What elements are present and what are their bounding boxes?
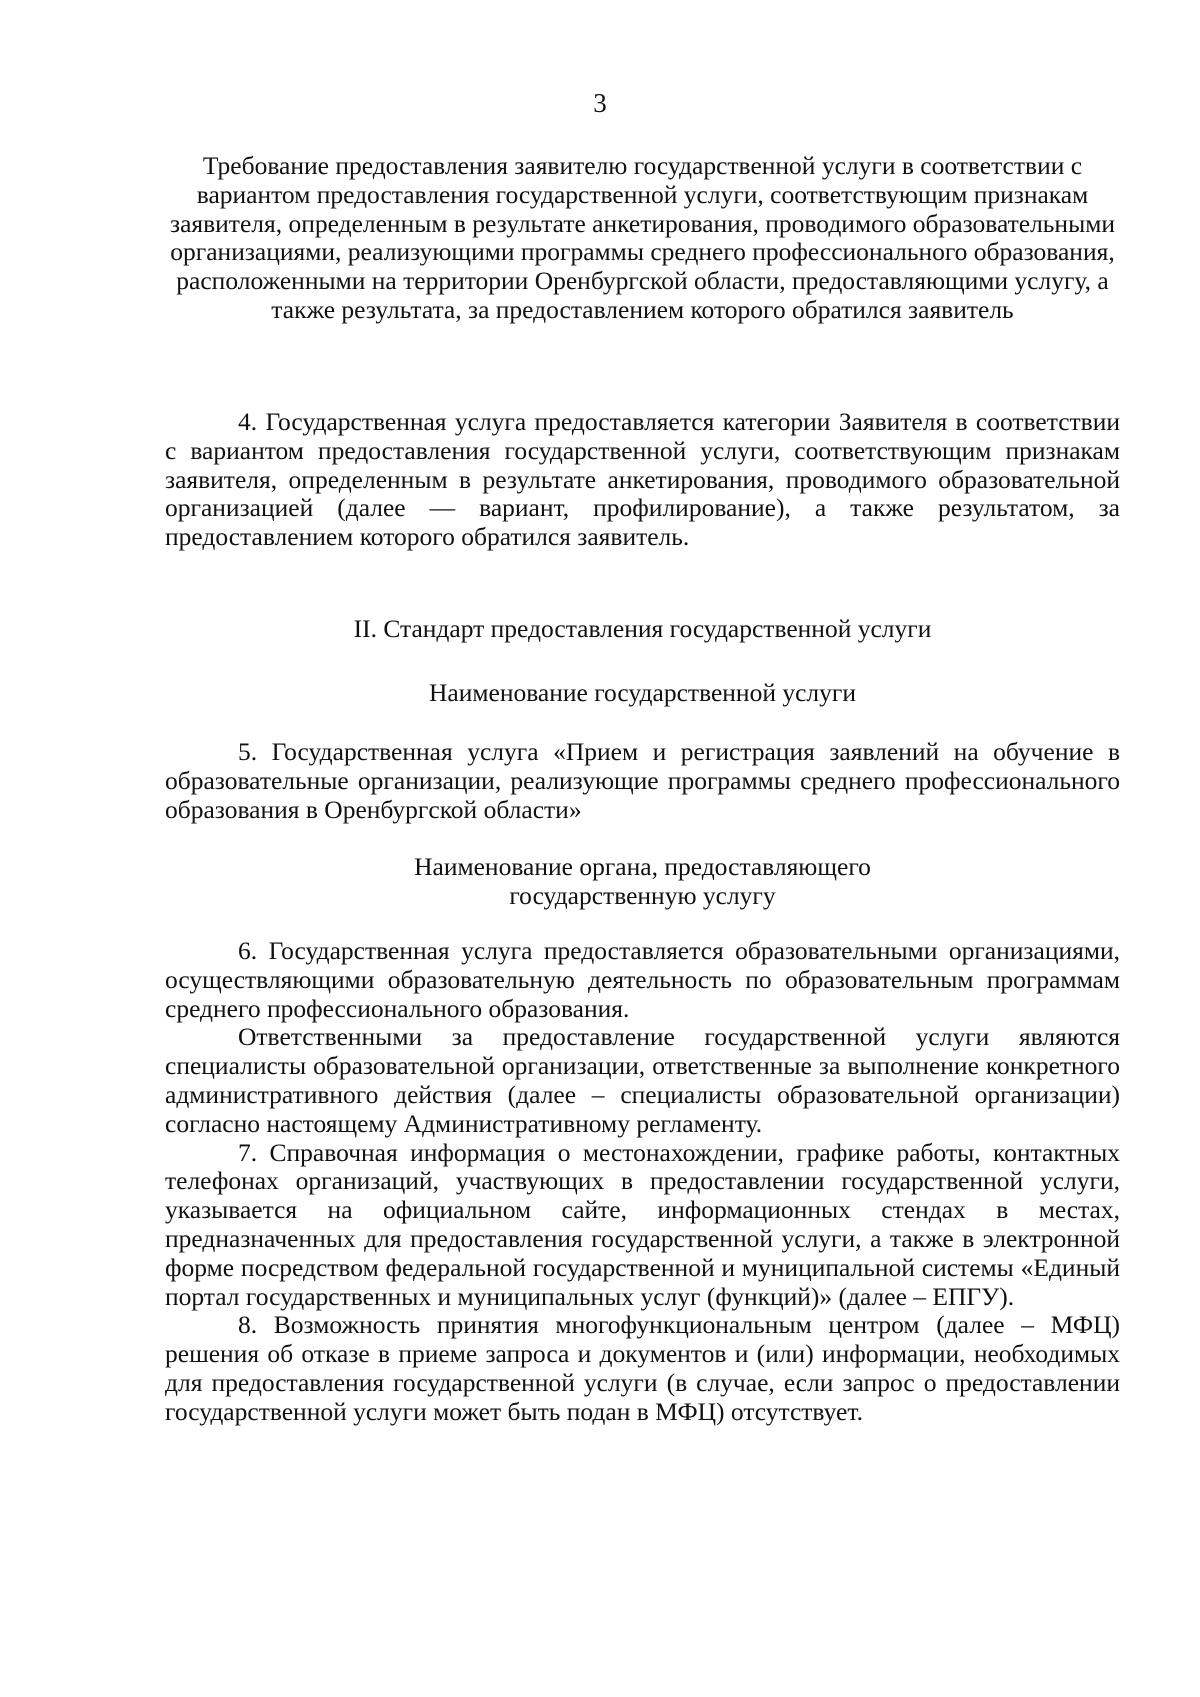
subheading-organ: [165, 853, 1120, 911]
subheading-service-name-text: Наименование государственной услуги: [428, 678, 856, 707]
subheading-organ-line2: государственную услугу: [509, 880, 776, 910]
paragraph-4: [165, 408, 1120, 552]
paragraphs-6-8: [165, 937, 1120, 1427]
paragraph-4-text: 4. Государственная услуга предоставляется категории Заявителя в соответствии с вариантом предоставления государственной услуги, соответствующим признакам заявителя, определенным в результате анкетирования, проводимого образовательной организацией (далее — вариант, профилирование), а также результатом, за предоставлением которого обратился заявитель.: [165, 407, 1120, 552]
paragraph-8: 8. Возможность принятия многофункциональным центром (далее – МФЦ) решения об отказе в приеме запроса и документов и (или) информации, необходимых для предоставления государственной услуги (в случае, если запрос о предоставлении государственной услуги может быть подан в МФЦ) отсутствует.: [165, 1310, 1120, 1426]
paragraph-7: 7. Справочная информация о местонахождении, графике работы, контактных телефонах организаций, участвующих в предоставлении государственной услуги, указывается на официальном сайте, информационных стендах в местах, предназначенных для предоставления государственной услуги, а также в электронной форме посредством федеральной государственной и муниципальной системы «Единый портал государственных и муниципальных услуг (функций)» (далее – ЕПГУ).: [165, 1137, 1120, 1311]
page-number: 3: [593, 88, 607, 118]
subheading-organ-line1: Наименование органа, предоставляющего: [414, 852, 871, 881]
paragraph-5-text: 5. Государственная услуга «Прием и регистрация заявлений на обучение в образовательные организации, реализующие программы среднего профессионального образования в Оренбургской области»: [165, 737, 1120, 824]
subheading-service-name: [165, 679, 1120, 708]
section-2-title-text: II. Стандарт предоставления государственной услуги: [353, 614, 932, 643]
section-2-title: [165, 615, 1120, 644]
paragraph-5: [165, 738, 1120, 824]
requirement-title-text: Требование предоставления заявителю государственной услуги в соответствии с вариантом предоставления государственной услуги, соответствующим признакам заявителя, определенным в результате анкетирования, проводимого образовательными организациями, реализующими программы среднего профессионального образования, расположенными на территории Оренбургской области, предоставляющими услугу, а также результата, за предоставлением которого обратился заявитель: [170, 151, 1115, 324]
paragraph-6-continuation: Ответственными за предоставление государственной услуги являются специалисты образовательной организации, ответственные за выполнение конкретного административного действия (далее – специалисты образовательной организации) согласно настоящему Административному регламенту.: [165, 1022, 1120, 1138]
paragraph-6: 6. Государственная услуга предоставляется образовательными организациями, осуществляющими образовательную деятельность по образовательным программам среднего профессионального образования.: [165, 936, 1120, 1023]
requirement-title: [165, 152, 1120, 325]
